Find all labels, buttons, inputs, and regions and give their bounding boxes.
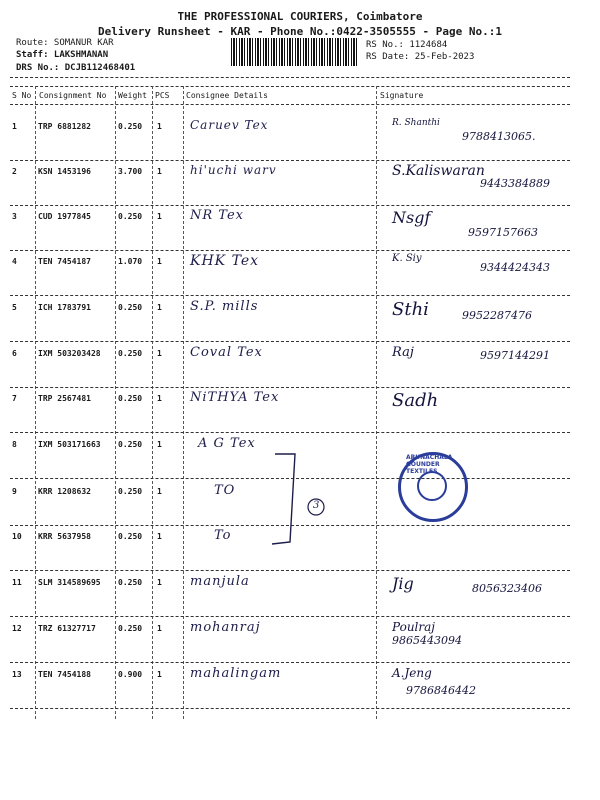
weight-value: 0.250 — [118, 349, 143, 358]
weight-value: 0.250 — [118, 624, 143, 633]
row-divider — [10, 662, 570, 663]
recipient-signature: R. Shanthi — [392, 118, 440, 128]
weight-value: 0.250 — [118, 122, 143, 131]
weight-value: 0.250 — [118, 578, 143, 587]
consignment-number: IXM 503171663 — [38, 440, 101, 449]
recipient-signature: Poulraj — [392, 620, 435, 634]
consignee-handwritten: To — [214, 528, 232, 543]
barcode — [231, 38, 359, 66]
row-divider — [10, 205, 570, 206]
row-serial-number: 2 — [12, 167, 17, 176]
row-serial-number: 10 — [12, 532, 22, 541]
row-serial-number: 3 — [12, 212, 17, 221]
consignee-handwritten: mohanraj — [190, 620, 261, 635]
consignee-handwritten: manjula — [190, 574, 250, 589]
weight-value: 1.070 — [118, 257, 143, 266]
pcs-value: 1 — [157, 670, 162, 679]
bracket-note: 3 — [313, 500, 320, 511]
pcs-value: 1 — [157, 532, 162, 541]
weight-value: 0.250 — [118, 212, 143, 221]
col-header-signature: Signature — [380, 91, 424, 100]
consignee-handwritten: mahalingam — [190, 666, 282, 681]
column-divider — [115, 86, 116, 719]
row-divider — [10, 160, 570, 161]
recipient-phone: 9952287476 — [462, 309, 532, 322]
weight-value: 0.250 — [118, 303, 143, 312]
pcs-value: 1 — [157, 349, 162, 358]
recipient-signature: Sthi — [392, 299, 429, 320]
drs-number: DRS No.: DCJB112468401 — [16, 63, 136, 73]
recipient-signature: A.Jeng — [392, 666, 432, 680]
row-divider — [10, 570, 570, 571]
recipient-phone: 8056323406 — [472, 582, 542, 595]
consignee-handwritten: hi'uchi warv — [190, 163, 277, 177]
pcs-value: 1 — [157, 212, 162, 221]
row-divider — [10, 387, 570, 388]
column-divider — [35, 86, 36, 719]
col-header-consignee: Consignee Details — [186, 91, 268, 100]
row-serial-number: 9 — [12, 487, 17, 496]
row-serial-number: 12 — [12, 624, 22, 633]
recipient-signature: Nsgf — [392, 208, 431, 227]
consignee-handwritten: NR Tex — [190, 208, 244, 223]
recipient-phone: 9597144291 — [480, 349, 550, 362]
rs-number: RS No.: 1124684 — [366, 40, 448, 50]
consignee-handwritten: S.P. mills — [190, 299, 259, 314]
row-serial-number: 4 — [12, 257, 17, 266]
header-divider — [10, 77, 570, 78]
col-header-consignment: Consignment No — [39, 91, 107, 100]
pcs-value: 1 — [157, 487, 162, 496]
row-serial-number: 13 — [12, 670, 22, 679]
table-top-border — [10, 86, 570, 87]
consignment-number: KSN 1453196 — [38, 167, 91, 176]
column-divider — [376, 86, 377, 719]
consignee-handwritten: KHK Tex — [190, 253, 260, 269]
consignee-handwritten: Coval Tex — [190, 345, 263, 360]
weight-value: 0.250 — [118, 532, 143, 541]
recipient-phone: 9443384889 — [480, 177, 550, 190]
recipient-phone: 9597157663 — [468, 226, 538, 239]
column-divider — [183, 86, 184, 719]
recipient-signature: K. Siy — [392, 253, 422, 264]
recipient-phone: 9788413065. — [462, 130, 536, 143]
recipient-phone: 9786846442 — [406, 684, 476, 697]
row-divider — [10, 432, 570, 433]
route-label: Route: SOMANUR KAR — [16, 38, 114, 48]
runsheet-subtitle: Delivery Runsheet - KAR - Phone No.:0422-3505555 - Page No.:1 — [98, 25, 502, 38]
consignment-number: SLM 314589695 — [38, 578, 101, 587]
column-header-divider — [10, 104, 570, 105]
row-serial-number: 6 — [12, 349, 17, 358]
recipient-phone: 9344424343 — [480, 261, 550, 274]
weight-value: 3.700 — [118, 167, 143, 176]
recipient-signature: Jig — [392, 574, 414, 593]
row-divider — [10, 341, 570, 342]
col-header-weight: Weight — [118, 91, 147, 100]
row-divider — [10, 250, 570, 251]
bracket-mark — [270, 452, 330, 552]
recipient-signature: S.Kaliswaran — [392, 163, 485, 179]
row-serial-number: 8 — [12, 440, 17, 449]
consignment-number: TRP 6881282 — [38, 122, 91, 131]
stamp-text: ARUNACHALA GOUNDER TEXTILES — [406, 454, 453, 475]
pcs-value: 1 — [157, 303, 162, 312]
pcs-value: 1 — [157, 167, 162, 176]
weight-value: 0.900 — [118, 670, 143, 679]
consignment-number: IXM 503203428 — [38, 349, 101, 358]
recipient-signature: Sadh — [392, 390, 439, 411]
weight-value: 0.250 — [118, 487, 143, 496]
pcs-value: 1 — [157, 122, 162, 131]
col-header-pcs: PCS — [155, 91, 170, 100]
company-stamp — [398, 452, 468, 522]
row-serial-number: 5 — [12, 303, 17, 312]
rs-date: RS Date: 25-Feb-2023 — [366, 52, 475, 62]
consignment-number: KRR 1208632 — [38, 487, 91, 496]
consignee-handwritten: A G Tex — [198, 436, 256, 451]
consignee-handwritten: Caruev Tex — [190, 118, 269, 132]
pcs-value: 1 — [157, 440, 162, 449]
consignee-handwritten: TO — [214, 483, 236, 498]
recipient-phone: 9865443094 — [392, 634, 462, 647]
row-serial-number: 7 — [12, 394, 17, 403]
consignment-number: CUD 1977845 — [38, 212, 91, 221]
weight-value: 0.250 — [118, 440, 143, 449]
row-divider — [10, 616, 570, 617]
consignment-number: KRR 5637958 — [38, 532, 91, 541]
row-divider — [10, 295, 570, 296]
pcs-value: 1 — [157, 394, 162, 403]
column-divider — [152, 86, 153, 719]
pcs-value: 1 — [157, 578, 162, 587]
consignment-number: TRP 2567481 — [38, 394, 91, 403]
staff-label: Staff: LAKSHMANAN — [16, 50, 109, 60]
company-title: THE PROFESSIONAL COURIERS, Coimbatore — [177, 10, 423, 23]
consignment-number: TEN 7454188 — [38, 670, 91, 679]
recipient-signature: Raj — [392, 345, 414, 360]
pcs-value: 1 — [157, 257, 162, 266]
consignment-number: ICH 1783791 — [38, 303, 91, 312]
weight-value: 0.250 — [118, 394, 143, 403]
row-serial-number: 1 — [12, 122, 17, 131]
consignee-handwritten: NiTHYA Tex — [190, 390, 280, 405]
row-serial-number: 11 — [12, 578, 22, 587]
consignment-number: TRZ 61327717 — [38, 624, 96, 633]
row-divider — [10, 708, 570, 709]
col-header-sno: S No — [12, 91, 32, 100]
pcs-value: 1 — [157, 624, 162, 633]
consignment-number: TEN 7454187 — [38, 257, 91, 266]
